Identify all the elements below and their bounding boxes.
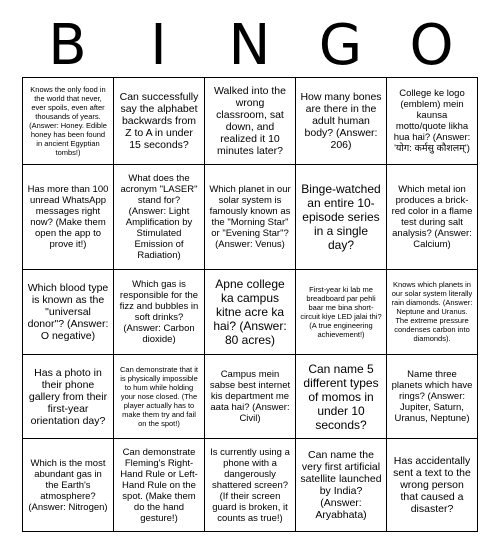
bingo-cell[interactable]: College ke logo (emblem) mein kaunsa motto/quote likha hua hai? (Answer: 'योग: कर्मसु कौशलम्')	[387, 78, 478, 165]
header-letter-i: I	[150, 13, 167, 78]
bingo-header	[22, 0, 478, 77]
bingo-cell[interactable]: Walked into the wrong classroom, sat down, and realized it 10 minutes later?	[205, 78, 296, 165]
bingo-cell[interactable]: Knows the only food in the world that never, ever spoils, even after thousands of years. (Answer: Honey. Edible honey has been found in ancient Egyptian tombs!)	[23, 78, 114, 165]
header-letter-b: B	[48, 13, 87, 78]
bingo-cell[interactable]: What does the acronym "LASER" stand for? (Answer: Light Amplification by Stimulated Emission of Radiation)	[114, 164, 205, 269]
bingo-cell[interactable]: Has more than 100 unread WhatsApp messages right now? (Make them open the app to prove it!)	[23, 164, 114, 269]
bingo-cell[interactable]: Which metal ion produces a brick-red color in a flame test during salt analysis? (Answer: Calcium)	[387, 164, 478, 269]
header-letter-n: N	[228, 13, 271, 78]
bingo-cell[interactable]: Has accidentally sent a text to the wrong person that caused a disaster?	[387, 439, 478, 532]
bingo-cell[interactable]: Campus mein sabse best internet kis department me aata hai? (Answer: Civil)	[205, 354, 296, 439]
bingo-cell[interactable]: Can successfully say the alphabet backwards from Z to A in under 15 seconds?	[114, 78, 205, 165]
bingo-row	[23, 354, 478, 439]
bingo-cell[interactable]: Can demonstrate Fleming's Right-Hand Rule or Left-Hand Rule on the spot. (Make them do the hand gesture!)	[114, 439, 205, 532]
bingo-row	[23, 164, 478, 269]
bingo-cell[interactable]: Which is the most abundant gas in the Earth's atmosphere? (Answer: Nitrogen)	[23, 439, 114, 532]
bingo-cell[interactable]: Which planet in our solar system is famously known as the "Morning Star" or "Evening Star"? (Answer: Venus)	[205, 164, 296, 269]
bingo-cell[interactable]: Knows which planets in our solar system literally rain diamonds. (Answer: Neptune and Uranus. The extreme pressure condenses carbon into diamonds).	[387, 269, 478, 354]
bingo-cell[interactable]: Name three planets which have rings? (Answer: Jupiter, Saturn, Uranus, Neptune)	[387, 354, 478, 439]
bingo-row	[23, 78, 478, 165]
bingo-cell[interactable]: Can name 5 different types of momos in under 10 seconds?	[296, 354, 387, 439]
header-letter-o: O	[409, 13, 454, 78]
bingo-grid	[22, 77, 478, 532]
bingo-cell[interactable]: Can name the very first artificial satellite launched by India? (Answer: Aryabhata)	[296, 439, 387, 532]
bingo-cell[interactable]: Can demonstrate that it is physically impossible to hum while holding your nose closed. (The player actually has to make them try and fail on the spot!)	[114, 354, 205, 439]
bingo-cell[interactable]: Binge-watched an entire 10-episode series in a single day?	[296, 164, 387, 269]
bingo-cell[interactable]: Which gas is responsible for the fizz and bubbles in soft drinks? (Answer: Carbon dioxide)	[114, 269, 205, 354]
bingo-cell[interactable]: Which blood type is known as the "universal donor"? (Answer: O negative)	[23, 269, 114, 354]
bingo-cell[interactable]: Is currently using a phone with a dangerously shattered screen? (If their screen guard is broken, it counts as true!)	[205, 439, 296, 532]
bingo-row	[23, 439, 478, 532]
bingo-cell[interactable]: How many bones are there in the adult human body? (Answer: 206)	[296, 78, 387, 165]
header-letter-g: G	[318, 13, 363, 78]
bingo-cell[interactable]: Has a photo in their phone gallery from their first-year orientation day?	[23, 354, 114, 439]
bingo-row	[23, 269, 478, 354]
bingo-cell[interactable]: First-year ki lab me breadboard par pehli baar me bina short-circuit kiye LED jalai thi? (A true engineering achievement!)	[296, 269, 387, 354]
bingo-cell[interactable]: Apne college ka campus kitne acre ka hai? (Answer: 80 acres)	[205, 269, 296, 354]
